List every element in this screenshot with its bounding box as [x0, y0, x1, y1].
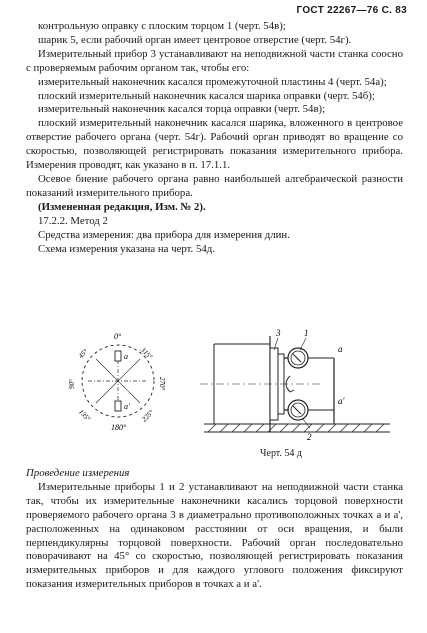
paragraph: плоский измерительный наконечник касался шарика оправки (черт. 54б); — [38, 89, 375, 102]
paragraph: плоский измерительный наконечник касался шарика, вложенного в центровое отверстие рабочего органа (черт. 54г). Рабочий орган приводят во вращение со скоростью, позволяющей регистрировать показания измерительного прибора. Измерения проводят, как указано в п. 17.1.1. — [26, 117, 403, 172]
paragraph: Средства измерения: два прибора для измерения длин. — [38, 228, 290, 241]
callout-label: 3 — [276, 328, 281, 338]
paragraph: Осевое биение рабочего органа равно наибольшей алгебраической разности показаний измерительного прибора. — [26, 172, 403, 199]
angle-label: 45° — [76, 347, 90, 361]
machine-sketch — [200, 328, 390, 442]
callout-label: 1 — [304, 328, 309, 338]
paragraph: измерительный наконечник касался промежуточной пластины 4 (черт. 54а); — [38, 75, 387, 88]
measurement-diagram — [20, 324, 410, 466]
main-text — [26, 20, 403, 256]
page-header: ГОСТ 22267—76 С. 83 — [296, 5, 407, 16]
callout-label: a — [338, 344, 343, 354]
paragraph: Измерительный прибор 3 устанавливают на неподвижной части станка соосно с проверяемым рабочим органом так, чтобы его: — [26, 47, 403, 74]
amendment-note: (Измененная редакция, Изм. № 2). — [38, 200, 206, 213]
callout-label: 2 — [307, 432, 312, 442]
paragraph: Измерительные приборы 1 и 2 устанавливают на неподвижной части станка так, чтобы их измерительные наконечники касались торцовой поверхности проверяемого рабочего органа 3 в диаметрально противоположных точках a и a', расположенных на одинаковом расстоянии от оси вращения, и были перпендикулярны торцовой поверхности. Рабочий орган последовательно поворачивают на 45° со скоростью, позволяющей регистрировать показания измерительных приборов и для каждого углового положения фиксируют показания измерительных приборов в точках a и a'. — [26, 480, 403, 591]
point-label: a' — [124, 402, 130, 411]
procedure-section — [26, 467, 403, 592]
angle-label: 90° — [68, 379, 76, 389]
angle-label: 270° — [158, 377, 166, 391]
angle-label: 0° — [114, 332, 122, 341]
paragraph: шарик 5, если рабочий орган имеет центровое отверстие (черт. 54г). — [38, 33, 352, 46]
paragraph: контрольную оправку с плоским торцом 1 (черт. 54в); — [38, 20, 286, 32]
angle-label: 225° — [140, 408, 156, 424]
angle-label: 135° — [76, 407, 92, 423]
callout-label: a' — [338, 396, 345, 406]
paragraph: измерительный наконечник касался торца оправки (черт. 54в); — [38, 103, 326, 116]
section-heading: 17.2.2. Метод 2 — [38, 214, 108, 227]
angle-dial — [68, 332, 166, 432]
angle-label: 315° — [138, 345, 154, 361]
section-title: Проведение измерения — [26, 467, 130, 479]
paragraph: Схема измерения указана на черт. 54д. — [38, 242, 215, 255]
figure-caption: Черт. 54 д — [260, 448, 303, 459]
angle-label: 180° — [111, 423, 127, 432]
point-label: a — [124, 352, 128, 361]
